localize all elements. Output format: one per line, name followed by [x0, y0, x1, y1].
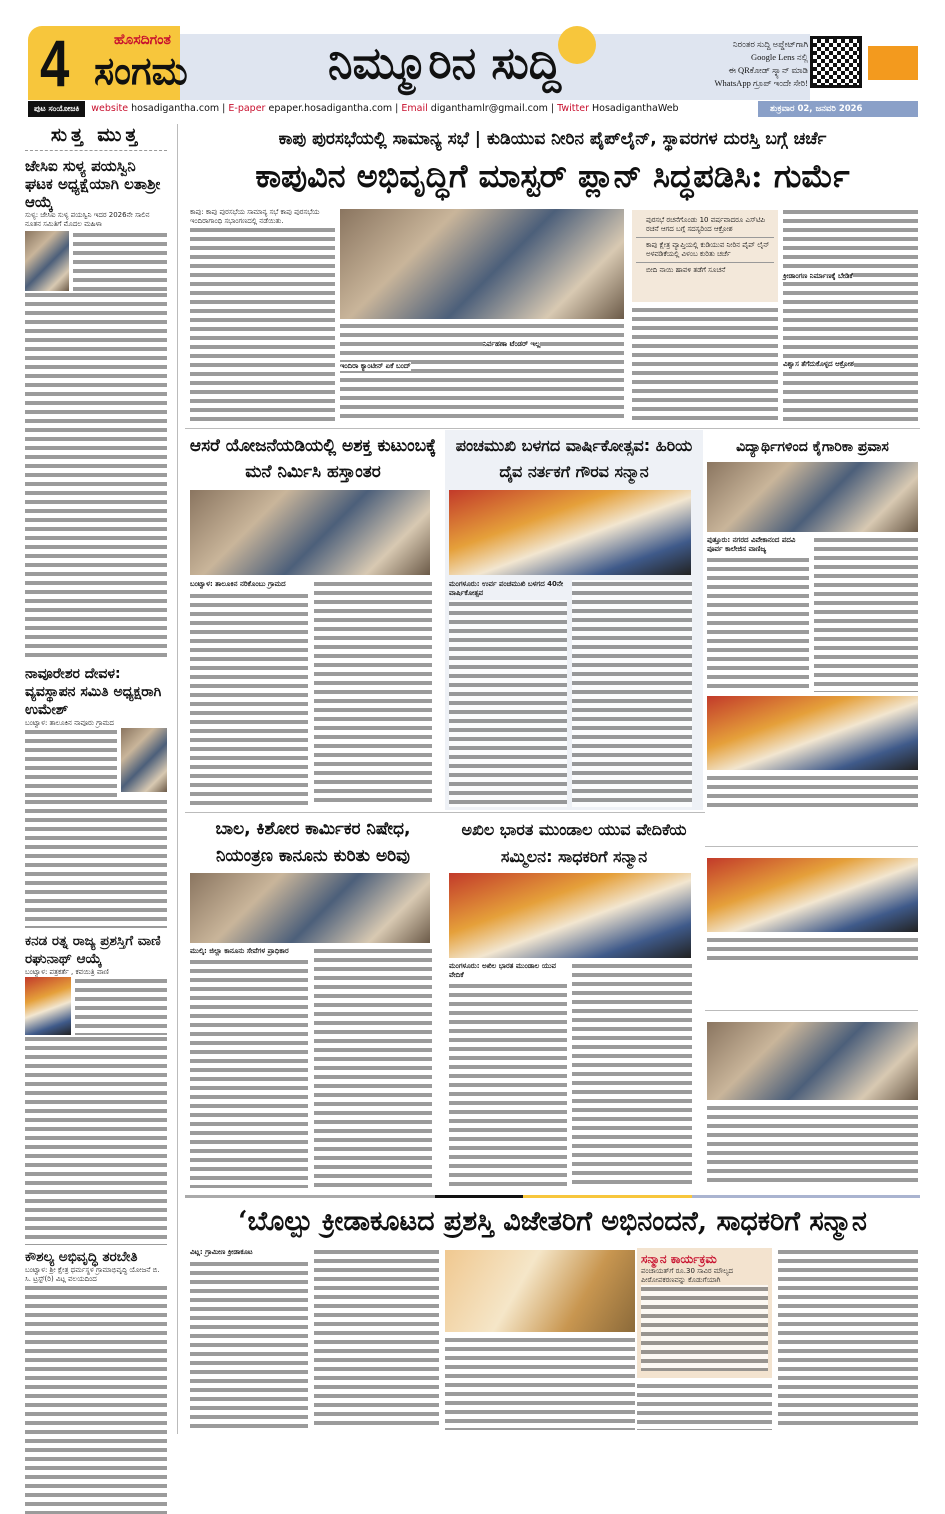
left-story-lead: ಬಂಟ್ವಾಳ: ಶ್ರೀ ಕ್ಷೇತ್ರ ಧರ್ಮಸ್ಥಳ ಗ್ರಾಮಾಭಿವೃದ್ಧಿ ಯೋಜನೆ ಬಿ. ಸಿ. ಟ್ರಸ್ಟ್(ರಿ) ವಿಟ್ಲ ವಲಯದಿಂದ	[25, 1266, 160, 1283]
body-text	[340, 322, 624, 422]
color-rule	[185, 1195, 920, 1198]
twitter-label: Twitter	[557, 103, 589, 114]
story-headline: ಬಾಲ, ಕಿಶೋರ ಕಾರ್ಮಿಕರ ನಿಷೇಧ, ನಿಯಂತ್ರಣ ಕಾನೂನು ಕುರಿತು ಅರಿವು	[215, 819, 411, 866]
body-text	[75, 977, 167, 1035]
story-lead: ಮುಲ್ಕಿ: ಜಿಲ್ಲಾ ಕಾನೂನು ಸೇವೆಗಳ ಪ್ರಾಧಿಕಾರ	[190, 947, 289, 955]
box-title: ಸನ್ಮಾನ ಕಾರ್ಯಕ್ರಮ	[641, 1252, 717, 1266]
meeting-photo	[340, 209, 624, 319]
bottom-story-lead: ವಿಟ್ಲ: ಗ್ರಾಮೀಣ ಕ್ರೀಡಾಕೂಟ	[190, 1248, 253, 1256]
meet-photo	[449, 873, 691, 958]
issue-date: ಶುಕ್ರವಾರ 02, ಜನವರಿ 2026	[758, 101, 918, 117]
story-headline: ಅಖಿಲ ಭಾರತ ಮುಂಡಾಲ ಯುವ ವೇದಿಕೆಯ ಸಮ್ಮಿಲನ: ಸಾಧಕರಿಗೆ ಸನ್ಮಾನ	[461, 820, 687, 866]
body-text	[445, 1336, 635, 1430]
awareness-photo	[190, 873, 430, 943]
story-headline: ಪಂಚಮುಖಿ ಬಳಗದ ವಾರ್ಷಿಕೋತ್ಸವ: ಹಿರಿಯ ದೈವ ನರ್ತಕಗೆ ಗೌರವ ಸನ್ಮಾನ	[455, 436, 693, 481]
highlight-item: ಬೀದಿ ನಾಯಿ ಹಾವಳಿ ತಡೆಗೆ ಸೂಚನೆ	[646, 266, 726, 274]
row-divider	[705, 1010, 918, 1011]
left-story-headline: ಕನಡ ರತ್ನ ರಾಜ್ಯ ಪ್ರಶಸ್ತಿಗೆ ವಾಣಿ ರಘುನಾಥ್ ಆಯ್ಕೆ	[25, 933, 161, 967]
body-text	[707, 1104, 918, 1186]
body-text	[25, 291, 167, 661]
body-text	[707, 936, 918, 964]
body-text	[449, 982, 567, 1188]
body-text	[632, 306, 778, 422]
row-divider	[705, 846, 918, 847]
students-photo	[707, 462, 918, 532]
twitter-link[interactable]: HosadiganthaWeb	[592, 103, 679, 114]
left-story-headline: ನಾವೂರೇಶರ ದೇವಳ: ವ್ಯವಸ್ಥಾಪನ ಸಮಿತಿ ಅಧ್ಯಕ್ಷರಾಗಿ ಉಮೇಶ್	[25, 666, 162, 718]
left-story-lead: ಬಂಟ್ವಾಳ: ಪತ್ರಕರ್ತೆ , ಕವಯಿತ್ರಿ ವಾಣಿ	[25, 968, 109, 976]
body-text	[637, 1382, 772, 1430]
body-text	[190, 592, 308, 807]
qr-caption-line: Google Lens ನಲ್ಲಿ	[751, 52, 808, 62]
sanmana-box	[637, 1248, 772, 1378]
email-label: Email	[401, 103, 428, 114]
story-lead: ಮಂಗಳೂರು: ಉರ್ವ ಪಂಚಮುಖಿ ಬಳಗದ 40ನೇ ವಾರ್ಷಿಕೋತ್ಸವ	[449, 580, 564, 597]
body-text	[641, 1285, 768, 1371]
left-story-headline: ಕೌಶಲ್ಯ ಅಭಿವೃದ್ಧಿ ತರಬೇತಿ	[25, 1249, 138, 1265]
qr-code[interactable]	[810, 36, 862, 88]
subhead: ವಿಶ್ವಾಸ ತೆಗೆದುಕೊಳ್ಳದ ಆಕ್ರೋಶ	[783, 360, 854, 368]
body-text	[707, 556, 809, 692]
body-text	[572, 962, 692, 1188]
left-story-lead: ಸುಳ್ಯ: ಜೇಸಿಐ ಸುಳ್ಯ ಪಯಸ್ವಿನಿ ಇದರ 2026ನೇ ಸಾಲಿನ ನೂತನ ಸಮಿತಿಗೆ ಮೊದಲ ಮಹಿಳಾ	[25, 211, 150, 228]
left-column	[25, 124, 167, 1434]
felicitation-photo	[449, 490, 691, 575]
qr-caption-line: ನಿರಂತರ ಸುದ್ದಿ ಅಪ್ಡೇಟ್‌ಗಾಗಿ	[732, 39, 808, 49]
body-text	[25, 1284, 167, 1514]
story-lead: ಬಂಟ್ವಾಳ: ತಾಲೂಕಿನ ನರಿಕೊಂಬು ಗ್ರಾಮದ	[190, 580, 286, 588]
info-bar	[28, 101, 918, 117]
body-text	[73, 231, 167, 291]
story-lead: ಮಂಗಳೂರು: ಅಖಿಲ ಭಾರತ ಮುಂಡಾಲ ಯುವ ವೇದಿಕೆ	[449, 962, 556, 979]
top-story-kicker: ಕಾಪು ಪುರಸಭೆಯಲ್ಲಿ ಸಾಮಾನ್ಯ ಸಭೆ | ಕುಡಿಯುವ ನೀರಿನ ಪೈಪ್‌ಲೈನ್, ಸ್ಥಾವರಗಳ ದುರಸ್ತಿ ಬಗ್ಗೆ ಚರ್ಚೆ	[278, 129, 827, 149]
group-photo	[707, 696, 918, 770]
section-title: ನಿಮ್ಮೂರಿನ ಸುದ್ದಿ	[328, 38, 562, 89]
brand-large: ಸಂಗಮ	[94, 49, 188, 93]
body-text	[190, 1260, 308, 1430]
epaper-label: E-paper	[228, 103, 266, 114]
masthead	[28, 26, 918, 100]
story-headline: ವಿದ್ಯಾರ್ಥಿಗಳಿಂದ ಕೈಗಾರಿಕಾ ಪ್ರವಾಸ	[736, 439, 889, 455]
body-text	[814, 536, 918, 692]
page-number: 4	[40, 26, 70, 100]
subhead: ಕ್ರೀಡಾಂಗಣ ನಿರ್ಮಾಣಕ್ಕೆ ಬೇಡಿಕೆ	[783, 272, 853, 280]
info-label: ಪುಟ ಸಂಯೋಜಕಿ	[28, 101, 85, 117]
body-text	[572, 580, 692, 807]
handover-photo	[190, 490, 430, 575]
highlight-item: ಕಾಪು ಕ್ಷೇತ್ರ ವ್ಯಾಪ್ತಿಯಲ್ಲಿ ಕುಡಿಯುವ ನೀರಿನ ಪೈಪ್ ಲೈನ್ ಅಳವಡಿಕೆಯಲ್ಲಿ ವಿಳಂಬ ಕುರಿತು ಚರ್ಚೆ	[636, 238, 774, 263]
body-text	[190, 226, 335, 422]
left-story-lead: ಬಂಟ್ವಾಳ: ತಾಲೂಕಿನ ನಾವೂರು ಗ್ರಾಮದ	[25, 719, 114, 727]
qr-caption-line: ಈ QRಕೋಡ್ ಸ್ಕ್ಯಾನ್ ಮಾಡಿ	[728, 65, 808, 75]
body-text	[707, 774, 918, 808]
subhead: ನಿರ್ವಹಣಾ ಟೆಂಡರ್ ಇಲ್ಲ	[483, 340, 541, 348]
sun-decoration	[558, 26, 596, 64]
orange-block	[868, 46, 918, 80]
body-text	[778, 1248, 918, 1430]
body-text	[314, 580, 432, 807]
highlight-item: ಪುರಸಭೆ ರಚನೆಗೊಂಡು 10 ವರ್ಷವಾದರೂ ಎಸ್‌ಟಿಪಿ ರಚನೆ ಆಗದ ಬಗ್ಗೆ ಸದಸ್ಯರಿಂದ ಆಕ್ರೋಶ	[636, 214, 774, 238]
body-text	[449, 600, 567, 807]
body-text	[314, 947, 432, 1188]
portrait-photo	[121, 728, 167, 792]
qr-caption	[668, 38, 808, 90]
highlights-box	[632, 210, 778, 302]
left-story-headline: ಜೇಸಿಐ ಸುಳ್ಯ ಪಯಸ್ವಿನಿ ಘಟಕ ಅಧ್ಯಕ್ಷೆಯಾಗಿ ಲತಾಶ್ರೀ ಆಯ್ಕೆ	[25, 157, 161, 211]
box-lead: ಪಂಚಾಯತ್‌ಗೆ ರೂ.30 ಸಾವಿರ ಮೌಲ್ಯದ ಪೀಠೋಪಕರಣವನ್ನು ಕೊಡುಗೆಯಾಗಿ	[641, 1267, 734, 1284]
website-label: website	[91, 103, 129, 114]
program-photo	[707, 1022, 918, 1100]
epaper-link[interactable]: epaper.hosadigantha.com	[268, 103, 393, 114]
contact-line: website hosadigantha.com | E-paper epaper.hosadigantha.com | Email diganthamlr@gmail.com | Twitter HosadiganthaWeb	[91, 103, 679, 114]
top-story-headline: ಕಾಪುವಿನ ಅಭಿವೃದ್ಧಿಗೆ ಮಾಸ್ಟರ್ ಪ್ಲಾನ್ ಸಿದ್ಧಪಡಿಸಿ: ಗುರ್ಮೆ	[255, 157, 850, 195]
body-text	[25, 728, 117, 798]
brand-small: ಹೊಸದಿಗಂತ	[114, 32, 171, 48]
subhead: ಇಂದಿರಾ ಕ್ಯಾಂಟೀನ್ ಏಕೆ ಬಂದ್	[340, 362, 411, 370]
column-divider	[177, 124, 178, 1434]
row-divider	[185, 428, 920, 429]
qr-caption-line: WhatsApp ಗ್ರೂಪ್ ಇಂದೇ ಸೇರಿ!	[714, 78, 808, 88]
body-text	[25, 798, 167, 928]
body-text	[783, 208, 918, 422]
body-text	[314, 1248, 439, 1430]
portrait-photo	[25, 231, 69, 291]
body-text	[190, 958, 308, 1188]
portrait-photo	[25, 977, 71, 1035]
website-link[interactable]: hosadigantha.com	[131, 103, 220, 114]
email-link[interactable]: diganthamlr@gmail.com	[430, 103, 548, 114]
story-lead: ಪುತ್ತೂರು: ನಗರದ ವಿವೇಕಾನಂದ ಪದವಿ ಪೂರ್ವ ಕಾಲೇಜಿನ ವಾಣಿಜ್ಯ	[707, 536, 796, 553]
story-headline: ಆಸರೆ ಯೋಜನೆಯಡಿಯಲ್ಲಿ ಅಶಕ್ತ ಕುಟುಂಬಕ್ಕೆ ಮನೆ ನಿರ್ಮಿಸಿ ಹಸ್ತಾಂತರ	[189, 436, 437, 482]
trophy-photo	[445, 1250, 635, 1332]
top-story-lead: ಕಾಪು: ಕಾಪು ಪುರಸಭೆಯ ಸಾಮಾನ್ಯ ಸಭೆ ಕಾಪು ಪುರಸಭೆಯ ಇಂದಿರಾಗಾಂಧಿ ಸಭಾಂಗಣದಲ್ಲಿ ನಡೆಯಿತು.	[190, 208, 320, 225]
bottom-story-headline: ‘ಬೊಲ್ಪು ಕ್ರೀಡಾಕೂಟದ ಪ್ರಶಸ್ತಿ ವಿಜೇತರಿಗೆ ಅಭಿನಂದನೆ, ಸಾಧಕರಿಗೆ ಸನ್ಮಾನ	[238, 1206, 867, 1237]
row-divider	[185, 812, 705, 813]
body-text	[25, 1035, 167, 1245]
religious-photo	[707, 858, 918, 932]
section-logo: ಸುತ್ತ ಮುತ್ತ	[25, 124, 167, 151]
